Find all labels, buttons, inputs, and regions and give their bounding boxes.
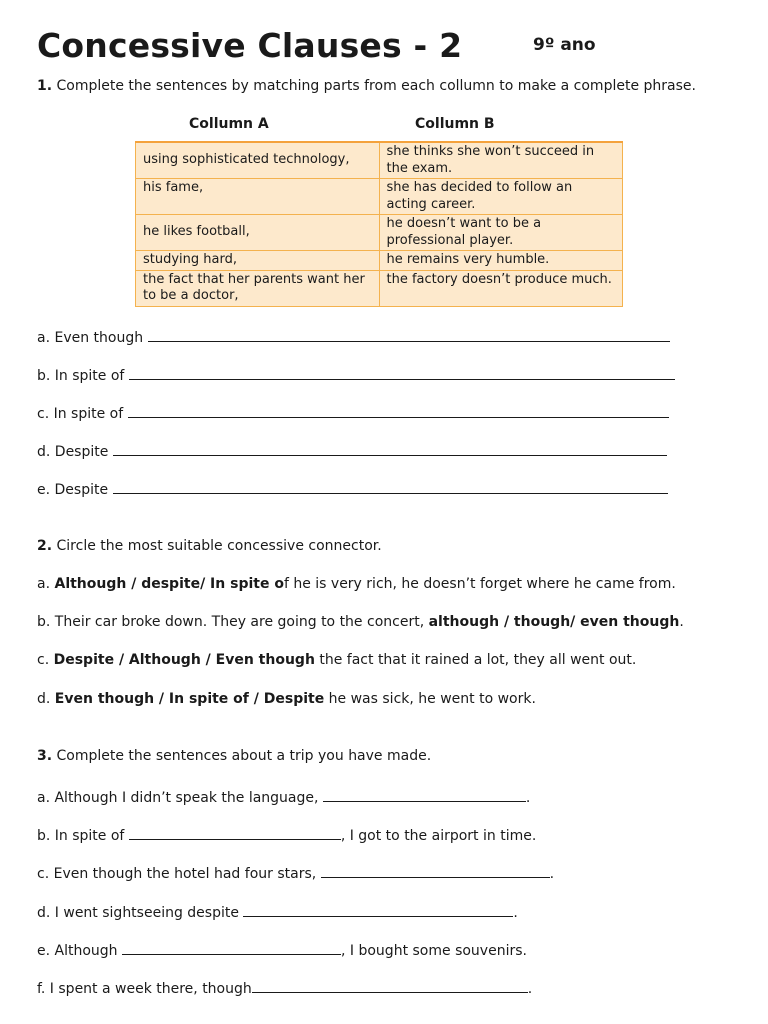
item-text: a. Although I didn’t speak the language, [37, 790, 323, 806]
ex3-number: 3. [37, 748, 53, 764]
column-b-cell: she thinks she won’t succeed in the exam. [379, 142, 623, 179]
column-a-cell: studying hard, [136, 251, 380, 271]
item-prefix: a. [37, 576, 55, 592]
answer-blank[interactable] [321, 863, 550, 878]
table-row [136, 270, 623, 306]
ex3-item-f [37, 978, 532, 997]
item-label: e. Despite [37, 482, 109, 498]
ex3-item-e [37, 940, 527, 959]
item-label: a. Even though [37, 330, 144, 346]
item-label: c. In spite of [37, 406, 124, 422]
answer-blank[interactable] [323, 787, 526, 802]
item-text: f. I spent a week there, though [37, 981, 252, 997]
ex1-item-c [37, 403, 669, 422]
column-a-cell: he likes football, [136, 215, 380, 251]
item-label: b. In spite of [37, 368, 125, 384]
item-text: the fact that it rained a lot, they all went out. [314, 652, 637, 668]
item-text: c. Even though the hotel had four stars, [37, 866, 321, 882]
connector-options[interactable]: Although / despite/ In spite o [54, 576, 284, 592]
item-prefix: b. Their car broke down. They are going to the concert, [37, 614, 429, 630]
ex2-item-d [37, 691, 536, 707]
ex3-item-a [37, 787, 530, 806]
answer-blank[interactable] [148, 327, 670, 342]
item-prefix: c. [37, 652, 54, 668]
item-text: e. Although [37, 943, 122, 959]
ex2-item-b [37, 614, 684, 630]
item-text: f he is very rich, he doesn’t forget where he came from. [283, 576, 676, 592]
ex1-item-a [37, 327, 670, 346]
answer-blank[interactable] [243, 902, 513, 917]
item-text: , I got to the airport in time. [340, 828, 537, 844]
answer-blank[interactable] [129, 365, 675, 380]
column-b-cell: he doesn’t want to be a professional player. [379, 215, 623, 251]
ex3-item-c [37, 863, 554, 882]
connector-options[interactable]: although / though/ even though [428, 614, 680, 630]
item-text: b. In spite of [37, 828, 129, 844]
answer-blank[interactable] [252, 978, 528, 993]
column-b-cell: she has decided to follow an acting career. [379, 179, 623, 215]
ex2-item-a [37, 576, 676, 592]
ex2-instruction-text: Circle the most suitable concessive connector. [56, 538, 382, 554]
answer-blank[interactable] [129, 825, 341, 840]
column-b-cell: he remains very humble. [379, 251, 623, 271]
item-text: . [513, 905, 518, 921]
table-row [136, 251, 623, 271]
ex1-item-d [37, 441, 667, 460]
item-text: . [525, 790, 531, 806]
ex1-number: 1. [37, 78, 53, 94]
item-text: , I bought some souvenirs. [341, 943, 527, 959]
item-label: d. Despite [37, 444, 109, 460]
answer-blank[interactable] [113, 441, 667, 456]
item-text: . [549, 866, 555, 882]
ex3-item-d [37, 902, 518, 921]
matching-table [135, 141, 623, 307]
ex2-item-c [37, 652, 636, 668]
page-title: Concessive Clauses - 2 [37, 26, 463, 65]
connector-options[interactable]: Even though / In spite of / Despite [54, 691, 325, 707]
grade-label: 9º ano [533, 35, 596, 55]
table-row [136, 142, 623, 179]
answer-blank[interactable] [122, 940, 341, 955]
column-a-header: Collumn A [189, 116, 269, 132]
ex2-instruction [37, 538, 382, 554]
ex1-instruction-text: Complete the sentences by matching parts from each collumn to make a complete phrase. [56, 78, 696, 94]
item-text: he was sick, he went to work. [324, 691, 536, 707]
ex1-item-b [37, 365, 675, 384]
ex1-instruction [37, 78, 696, 94]
item-prefix: d. [37, 691, 55, 707]
ex3-item-b [37, 825, 536, 844]
column-a-cell: his fame, [136, 179, 380, 215]
column-b-cell: the factory doesn’t produce much. [379, 270, 623, 306]
answer-blank[interactable] [128, 403, 669, 418]
answer-blank[interactable] [113, 479, 668, 494]
ex3-instruction-text: Complete the sentences about a trip you have made. [52, 748, 432, 764]
column-a-cell: the fact that her parents want her to be a doctor, [136, 270, 380, 306]
item-text: d. I went sightseeing despite [37, 905, 244, 921]
table-row [136, 215, 623, 251]
ex1-item-e [37, 479, 668, 498]
column-a-cell: using sophisticated technology, [136, 142, 380, 179]
item-text: . [527, 981, 533, 997]
ex3-instruction [37, 748, 431, 764]
item-text: . [679, 614, 684, 630]
connector-options[interactable]: Despite / Although / Even though [53, 652, 315, 668]
table-row [136, 179, 623, 215]
ex2-number: 2. [37, 538, 53, 554]
column-b-header: Collumn B [415, 116, 495, 132]
